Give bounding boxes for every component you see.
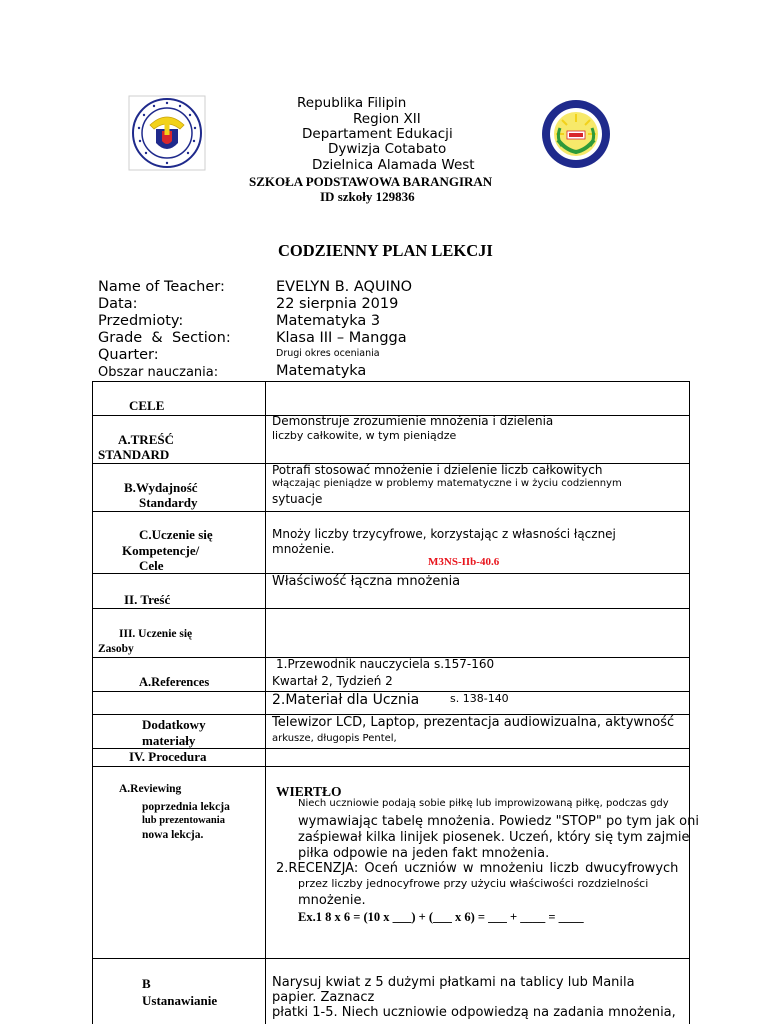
reviewing-label-4: nowa lekcja. [142,829,204,841]
references-learner-pages: s. 138-140 [450,692,509,705]
teacher-value: EVELYN B. AQUINO [276,279,413,295]
deped-seal-logo [128,95,206,171]
school-name: SZKOŁA PODSTAWOWA BARANGIRAN [249,174,493,189]
competencies-label: C.Uczenie się [139,527,213,542]
competencies-text-2: mnożenie. [272,542,335,556]
header-line-department: Departament Edukacji [302,126,453,142]
references-text-guide: 1.Przewodnik nauczyciela s.157-160 [276,657,495,671]
additional-materials-label-2: materiały [142,733,196,748]
date-value: 22 sierpnia 2019 [276,296,399,312]
establishing-label: B [142,976,151,991]
review-text-3: mnożenie. [298,893,366,908]
grade-label: Grade & Section: [98,330,231,346]
establishing-label-2: Ustanawianie [142,993,218,1008]
content-section-label: II. Treść [124,592,171,607]
drill-text-1: Niech uczniowie podają sobie piłkę lub improwizowaną piłkę, podczas gdy [298,798,669,809]
competencies-label-3: Cele [139,558,164,573]
content-standard-label: A.TREŚĆ [118,432,174,447]
header-line-district: Dzielnica Alamada West [312,157,475,173]
establishing-text-1: Narysuj kwiat z 5 dużymi płatkami na tablicy lub Manila [272,975,635,990]
school-id: ID szkoły 129836 [320,189,415,204]
drill-title: WIERTŁO [276,784,342,799]
school-seal-logo [540,98,612,170]
subject-value: Matematyka 3 [276,313,381,329]
learning-resources-label-2: Zasoby [98,643,134,655]
performance-standards-label: B.Wydajność [124,480,198,495]
establishing-text-3: płatki 1-5. Niech uczniowie odpowiedzą na zadania mnożenia, [272,1005,676,1020]
review-text-2: przez liczby jednocyfrowe przy użyciu właściwości rozdzielności [298,877,649,890]
performance-standards-text-3: sytuacje [272,492,323,506]
objectives-heading: CELE [129,398,165,413]
drill-text-3: zaśpiewał kilka linijek piosenek. Uczeń, który się tym zajmie [298,830,690,845]
reviewing-label: A.Reviewing [119,783,182,795]
performance-standards-text: Potrafi stosować mnożenie i dzielenie liczb całkowitych [272,463,603,477]
additional-materials-text: Telewizor LCD, Laptop, prezentacja audiowizualna, aktywność [272,715,675,730]
competencies-label-2: Kompetencje/ [122,543,200,558]
content-standard-text-2: liczby całkowite, w tym pieniądze [272,429,457,442]
additional-materials-text-2: arkusze, długopis Pentel, [272,733,397,744]
header-line-division: Dywizja Cotabato [328,141,447,157]
procedure-heading: IV. Procedura [129,749,207,764]
performance-standards-text-2: włączając pieniądze w problemy matematyczne i w życiu codziennym [272,478,622,489]
subject-label: Przedmioty: [98,313,184,329]
content-standard-label-2: STANDARD [98,447,170,462]
review-example: Ex.1 8 x 6 = (10 x ___) + (___ x 6) = ___ + ____ = ____ [298,910,584,924]
drill-text-4: piłka odpowie na jeden fakt mnożenia. [298,846,550,861]
reviewing-label-2: poprzednia lekcja [142,801,230,813]
quarter-value: Drugi okres oceniania [276,348,380,359]
review-text-1: 2.RECENZJA: Oceń uczniów w mnożeniu liczb dwucyfrowych [276,861,679,876]
competencies-text: Mnoży liczby trzycyfrowe, korzystając z własności łącznej [272,527,616,541]
content-standard-text: Demonstruje zrozumienie mnożenia i dzielenia [272,414,554,428]
drill-text-2: wymawiając tabelę mnożenia. Powiedz "STOP" po tym jak oni [298,814,699,829]
reviewing-label-3: lub prezentowania [142,815,225,826]
learning-resources-label: III. Uczenie się [119,628,193,640]
references-learner-material: 2.Materiał dla Ucznia [272,692,420,708]
references-label: A.References [139,675,210,689]
competency-code: M3NS-IIb-40.6 [428,556,500,568]
performance-standards-label-2: Standardy [139,495,198,510]
header-line-country: Republika Filipin [297,95,407,111]
area-value: Matematyka [276,363,367,379]
establishing-text-2: papier. Zaznacz [272,990,375,1005]
quarter-label: Quarter: [98,347,159,363]
header-line-region: Region XII [353,111,421,127]
teacher-label: Name of Teacher: [98,279,225,295]
date-label: Data: [98,296,138,312]
content-section-text: Właściwość łączna mnożenia [272,574,461,589]
area-label: Obszar nauczania: [98,365,219,380]
references-text-quarter: Kwartał 2, Tydzień 2 [272,674,393,688]
document-title: CODZIENNY PLAN LEKCJI [278,241,493,260]
additional-materials-label: Dodatkowy [142,717,206,732]
grade-value: Klasa III – Mangga [276,330,407,346]
